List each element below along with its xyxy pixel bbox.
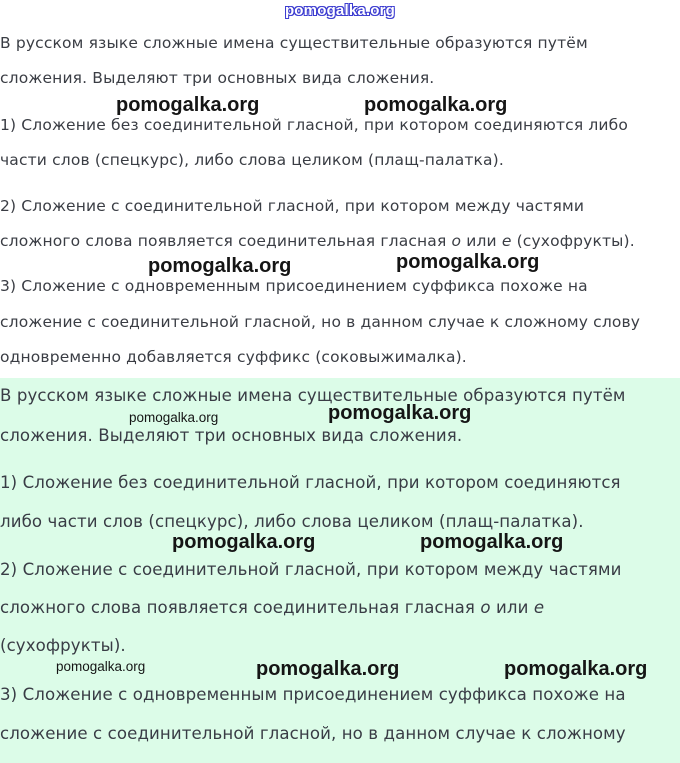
watermark: pomogalka.org — [148, 255, 292, 277]
paragraph-line: части слов (спецкурс), либо слова целиком (плащ-палатка). — [0, 151, 504, 169]
paragraph-line: сложение с соединительной гласной, но в данном случае к сложному — [0, 724, 626, 743]
text-block-2 — [0, 378, 680, 763]
italic-vowel: е — [501, 232, 512, 250]
paragraph-line: сложения. Выделяют три основных вида сложения. — [0, 69, 435, 87]
watermark: pomogalka.org — [116, 94, 260, 116]
paragraph-line: 2) Сложение с соединительной гласной, при котором между частями — [0, 560, 622, 579]
paragraph-line: (сухофрукты). — [0, 636, 126, 655]
italic-vowel: о — [451, 232, 462, 250]
paragraph-line: одновременно добавляется суффикс (соковыжималка). — [0, 348, 467, 366]
paragraph-line: В русском языке сложные имена существительные образуются путём — [0, 386, 626, 405]
text-block-1 — [0, 0, 680, 378]
watermark: pomogalka.org — [328, 402, 472, 424]
watermark: pomogalka.org — [172, 531, 316, 553]
italic-vowel: е — [533, 598, 545, 617]
paragraph-line: сложения. Выделяют три основных вида сложения. — [0, 426, 463, 445]
italic-vowel: о — [480, 598, 491, 617]
paragraph-line: 1) Сложение без соединительной гласной, при котором соединяются либо — [0, 116, 628, 134]
paragraph-line: В русском языке сложные имена существительные образуются путём — [0, 34, 588, 52]
paragraph-line: 1) Сложение без соединительной гласной, при котором соединяются — [0, 473, 621, 492]
paragraph-line: либо части слов (спецкурс), либо слова целиком (плащ-палатка). — [0, 512, 584, 531]
paragraph-line: сложного слова появляется соединительная гласная о или е (сухофрукты). — [0, 232, 635, 250]
watermark: pomogalka.org — [129, 410, 219, 425]
watermark: pomogalka.org — [256, 658, 400, 680]
watermark: pomogalka.org — [364, 94, 508, 116]
watermark: pomogalka.org — [504, 658, 648, 680]
watermark: pomogalka.org — [420, 531, 564, 553]
paragraph-line: 3) Сложение с одновременным присоединением суффикса похоже на — [0, 277, 588, 295]
watermark: pomogalka.org — [56, 659, 146, 674]
watermark: pomogalka.org — [396, 251, 540, 273]
watermark-top: pomogalka.org — [284, 2, 396, 19]
paragraph-line: 2) Сложение с соединительной гласной, при котором между частями — [0, 197, 585, 215]
paragraph-line: сложение с соединительной гласной, но в данном случае к сложному слову — [0, 313, 641, 331]
paragraph-line: сложного слова появляется соединительная гласная о или е — [0, 598, 545, 617]
paragraph-line: 3) Сложение с одновременным присоединением суффикса похоже на — [0, 685, 626, 704]
